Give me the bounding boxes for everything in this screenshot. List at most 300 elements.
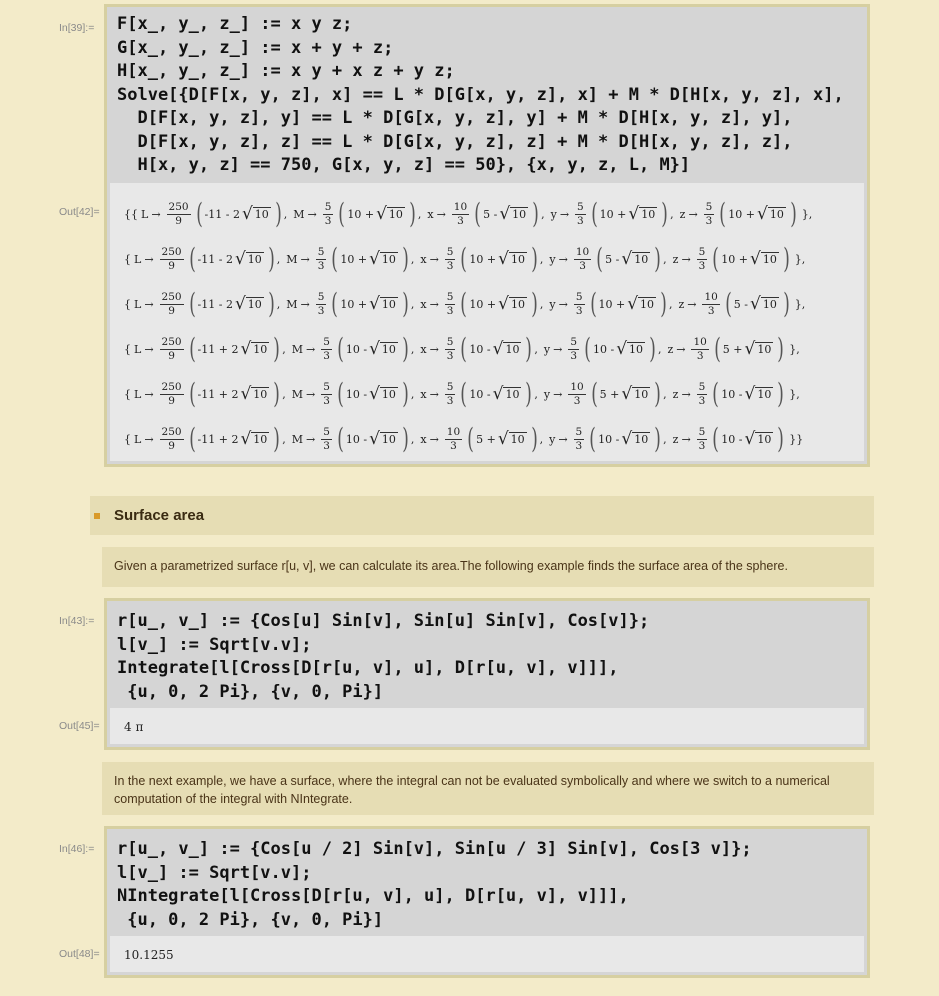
var-name: L <box>134 387 142 401</box>
numerator: 5 <box>705 200 713 213</box>
paren-open: ( <box>188 377 196 410</box>
comma: , <box>663 432 667 446</box>
var-name: x <box>420 432 427 446</box>
paren-open: ( <box>338 197 346 230</box>
paren-close: ) <box>531 287 538 320</box>
inner-expr: -11 + 2 <box>197 387 239 401</box>
radicand: 10 <box>640 297 655 311</box>
paren-open: ( <box>331 287 339 320</box>
radicand: 10 <box>510 297 525 311</box>
section-title: Surface area <box>114 507 205 524</box>
sqrt <box>240 338 269 359</box>
sqrt <box>757 203 786 224</box>
input-cell[interactable] <box>104 826 870 978</box>
var-name: x <box>420 342 427 356</box>
inner-expr: -11 - 2 <box>204 207 240 221</box>
code-block[interactable]: r[u_, v_] := {Cos[u] Sin[v], Sin[u] Sin[v], Cos[v]}; l[v_] := Sqrt[v.v]; Integrate[l[Cross[D[r[u, v], u], D[r[u, v], v]]], {u, 0, 2 Pi}, {v, 0, Pi}] <box>117 611 650 702</box>
brace-close: }, <box>789 342 800 356</box>
rule-x <box>420 377 534 410</box>
denominator: 3 <box>446 394 454 407</box>
fraction <box>574 426 585 453</box>
rule-z <box>672 422 787 455</box>
input-cell[interactable] <box>104 4 870 467</box>
sqrt <box>621 383 650 404</box>
radical-icon: √ <box>369 383 380 404</box>
rule-y <box>549 242 663 275</box>
radicand: 10 <box>757 342 772 356</box>
denominator: 3 <box>317 259 325 272</box>
sqrt <box>241 203 271 224</box>
solution-row <box>124 240 805 278</box>
denominator: 9 <box>175 214 182 227</box>
paren-close: ) <box>649 332 656 365</box>
fraction <box>316 291 327 318</box>
rule-x <box>420 422 539 455</box>
arrow: → <box>144 252 154 266</box>
denominator: 9 <box>168 349 175 362</box>
paren-open: ( <box>714 332 721 365</box>
paren-close: ) <box>660 287 667 320</box>
brace-open: { <box>124 432 131 446</box>
numerator: 250 <box>161 290 182 303</box>
comma: , <box>410 252 415 266</box>
sqrt <box>498 248 527 269</box>
section-header[interactable] <box>90 496 874 535</box>
numerator: 5 <box>446 290 454 303</box>
rule-y <box>549 287 669 320</box>
fraction <box>452 201 469 228</box>
sqrt <box>499 203 528 224</box>
arrow: → <box>687 297 697 311</box>
sqrt <box>497 428 527 449</box>
denominator: 3 <box>324 214 332 227</box>
var-name: x <box>427 207 434 221</box>
comma: , <box>410 432 415 446</box>
inner-expr: 10 + <box>721 252 749 266</box>
var-name: z <box>672 387 679 401</box>
radical-icon: √ <box>240 338 252 359</box>
inner-expr: 5 - <box>483 207 498 221</box>
denominator: 3 <box>575 304 583 317</box>
paren-open: ( <box>596 242 603 275</box>
radical-icon: √ <box>621 383 633 404</box>
denominator: 3 <box>323 349 330 362</box>
rule-y <box>550 197 671 230</box>
radicand: 10 <box>634 432 649 446</box>
arrow: → <box>144 387 154 401</box>
numerator: 5 <box>575 290 583 303</box>
denominator: 9 <box>168 259 175 272</box>
var-name: M <box>293 207 305 221</box>
comma: , <box>276 297 281 311</box>
inner-expr: 10 + <box>599 207 627 221</box>
output-label: Out[48]= <box>59 948 100 960</box>
sqrt <box>369 338 398 359</box>
rule-z <box>679 197 799 230</box>
paren-close: ) <box>273 377 281 410</box>
radicand: 10 <box>253 342 268 356</box>
fraction <box>568 336 579 363</box>
comma: , <box>668 297 673 311</box>
denominator: 3 <box>698 259 706 272</box>
numerator: 10 <box>453 200 468 213</box>
paren-close: ) <box>525 377 533 410</box>
denominator: 3 <box>446 349 454 362</box>
solution-row <box>124 375 800 413</box>
var-name: z <box>678 297 685 311</box>
arrow: → <box>306 342 316 356</box>
brace-close: }, <box>794 252 806 266</box>
arrow: → <box>676 342 686 356</box>
rule-l <box>134 287 277 320</box>
paren-open: ( <box>331 242 339 275</box>
input-label: In[39]:= <box>59 22 95 34</box>
paren-open: ( <box>584 332 591 365</box>
radicand: 10 <box>505 387 520 401</box>
paren-close: ) <box>531 242 538 275</box>
sqrt <box>492 383 522 404</box>
sqrt <box>750 248 779 269</box>
var-name: z <box>679 207 686 221</box>
inner-expr: 10 - <box>469 387 491 401</box>
output-label: Out[45]= <box>59 720 100 732</box>
paren-open: ( <box>590 377 598 410</box>
sqrt <box>240 428 269 449</box>
numerator: 10 <box>693 335 707 348</box>
rule-z <box>667 332 786 365</box>
arrow: → <box>681 252 691 266</box>
fraction <box>691 336 708 363</box>
paren-close: ) <box>654 377 661 410</box>
comma: , <box>657 342 662 356</box>
comma: , <box>410 342 415 356</box>
paren-close: ) <box>273 422 281 455</box>
numerator: 5 <box>575 425 583 438</box>
paren-open: ( <box>460 242 468 275</box>
paren-close: ) <box>654 242 661 275</box>
paren-open: ( <box>460 377 468 410</box>
radicand: 10 <box>381 297 396 311</box>
radical-icon: √ <box>376 203 387 224</box>
brace-open: { <box>124 297 131 311</box>
radical-icon: √ <box>744 383 756 404</box>
var-name: x <box>420 252 427 266</box>
var-name: y <box>543 387 551 401</box>
inner-expr: 10 + <box>340 297 368 311</box>
numerator: 5 <box>317 290 325 303</box>
inner-expr: 10 + <box>347 207 375 221</box>
var-name: y <box>549 252 556 266</box>
var-name: y <box>550 207 557 221</box>
arrow: → <box>151 207 161 221</box>
fraction <box>160 381 184 408</box>
denominator: 3 <box>457 214 464 227</box>
arrow: → <box>307 207 317 221</box>
sqrt <box>369 248 398 269</box>
denominator: 3 <box>446 304 454 317</box>
rule-y <box>543 332 658 365</box>
sqrt <box>628 203 657 224</box>
denominator: 3 <box>698 394 706 407</box>
fraction <box>574 291 585 318</box>
numerator: 250 <box>161 425 182 438</box>
arrow: → <box>553 342 563 356</box>
var-name: y <box>549 432 556 446</box>
inner-expr: 10 - <box>345 432 368 446</box>
numerator: 10 <box>446 425 461 438</box>
arrow: → <box>300 252 310 266</box>
text-note: In the next example, we have a surface, where the integral can not be evaluated symbolically and where we switch to a numerical computation of the integral with NIntegrate. <box>102 762 874 815</box>
arrow: → <box>429 252 439 266</box>
radical-icon: √ <box>498 248 509 269</box>
radicand: 10 <box>247 252 262 266</box>
rule-x <box>420 242 540 275</box>
arrow: → <box>558 432 568 446</box>
fraction <box>321 426 332 453</box>
denominator: 3 <box>579 259 586 272</box>
inner-expr: 10 - <box>721 387 743 401</box>
rule-l <box>134 422 282 455</box>
radical-icon: √ <box>621 248 633 269</box>
arrow: → <box>681 387 691 401</box>
arrow: → <box>144 342 154 356</box>
rule-z <box>672 377 787 410</box>
inner-expr: 5 + <box>599 387 620 401</box>
paren-open: ( <box>337 422 344 455</box>
radical-icon: √ <box>744 428 756 449</box>
inner-expr: -11 - 2 <box>197 252 233 266</box>
radicand: 10 <box>634 252 649 266</box>
comma: , <box>539 297 544 311</box>
arrow: → <box>429 432 439 446</box>
var-name: x <box>420 387 427 401</box>
arrow: → <box>688 207 698 221</box>
brace-open: { <box>124 342 131 356</box>
paren-close: ) <box>402 332 409 365</box>
paren-open: ( <box>725 287 732 320</box>
radical-icon: √ <box>234 248 246 269</box>
radical-icon: √ <box>750 248 761 269</box>
brace-close: }, <box>794 297 806 311</box>
output-value: 10.1255 <box>124 948 174 962</box>
rule-m <box>291 332 411 365</box>
paren-close: ) <box>783 287 790 320</box>
radical-icon: √ <box>744 338 756 359</box>
numerator: 5 <box>317 245 325 258</box>
var-name: M <box>286 297 298 311</box>
denominator: 3 <box>577 214 584 227</box>
arrow: → <box>558 297 568 311</box>
paren-close: ) <box>274 197 282 230</box>
paren-close: ) <box>530 422 538 455</box>
output-label: Out[42]= <box>59 206 100 218</box>
paren-close: ) <box>525 332 533 365</box>
rule-l <box>134 332 282 365</box>
fraction <box>160 336 184 363</box>
paren-open: ( <box>188 332 196 365</box>
var-name: z <box>672 252 679 266</box>
sqrt <box>369 428 398 449</box>
comma: , <box>534 342 538 356</box>
inner-expr: 10 - <box>592 342 615 356</box>
output-cell <box>110 708 864 744</box>
var-name: L <box>134 252 142 266</box>
rule-x <box>420 332 534 365</box>
radicand: 10 <box>505 342 520 356</box>
paren-open: ( <box>590 197 598 230</box>
solution-row <box>124 330 800 368</box>
rule-m <box>293 197 418 230</box>
rule-m <box>286 242 411 275</box>
var-name: L <box>134 342 142 356</box>
paren-close: ) <box>783 242 790 275</box>
paren-close: ) <box>777 377 785 410</box>
paren-open: ( <box>712 377 720 410</box>
numerator: 5 <box>698 380 706 393</box>
fraction <box>167 201 191 228</box>
solution-row <box>124 195 812 233</box>
brace-open: { <box>124 252 131 266</box>
inner-expr: 5 - <box>605 252 620 266</box>
radical-icon: √ <box>241 203 253 224</box>
paren-close: ) <box>402 287 409 320</box>
comma: , <box>539 252 544 266</box>
inner-expr: 10 - <box>345 387 368 401</box>
paren-open: ( <box>195 197 203 230</box>
radicand: 10 <box>512 207 527 221</box>
var-name: y <box>549 297 556 311</box>
radical-icon: √ <box>492 383 504 404</box>
numerator: 5 <box>323 335 330 348</box>
radicand: 10 <box>757 432 772 446</box>
paren-close: ) <box>409 197 416 230</box>
numerator: 5 <box>577 200 584 213</box>
rule-z <box>678 287 791 320</box>
sqrt <box>498 293 527 314</box>
var-name: x <box>420 297 427 311</box>
sqrt <box>234 248 264 269</box>
denominator: 9 <box>168 439 175 452</box>
code-block[interactable]: F[x_, y_, z_] := x y z; G[x_, y_, z_] := x + y + z; H[x_, y_, z_] := x y + x z + y z; Solve[{D[F[x, y, z], x] == L * D[G[x, y, z], x] + M * D[H[x, y, z], x], D[F[x, y, z], y] == L * D[G[x, y, z], y] + M * D[H[x, y, z], y], D[F[x, y, z], z] == L * D[G[x, y, z], z] + M * D[H[x, y, z], z], H[x, y, z] == 750, G[x, y, z] == 50}, {x, y, z, L, M}] <box>117 14 844 175</box>
fraction <box>445 381 456 408</box>
radical-icon: √ <box>234 293 246 314</box>
arrow: → <box>681 432 691 446</box>
input-label: In[43]:= <box>59 615 95 627</box>
radical-icon: √ <box>616 338 628 359</box>
denominator: 3 <box>705 214 713 227</box>
inner-expr: 10 - <box>721 432 743 446</box>
denominator: 3 <box>575 439 583 452</box>
inner-expr: 10 + <box>469 252 497 266</box>
fraction <box>160 426 184 453</box>
numerator: 5 <box>323 425 330 438</box>
denominator: 3 <box>317 304 325 317</box>
fraction <box>445 426 462 453</box>
radicand: 10 <box>381 252 396 266</box>
arrow: → <box>429 342 439 356</box>
radical-icon: √ <box>492 338 504 359</box>
comma: , <box>282 342 286 356</box>
radical-icon: √ <box>621 428 633 449</box>
numerator: 5 <box>446 380 454 393</box>
inner-expr: 10 - <box>469 342 491 356</box>
var-name: L <box>141 207 149 221</box>
comma: , <box>276 252 281 266</box>
radicand: 10 <box>641 207 656 221</box>
fraction <box>702 291 719 318</box>
brace-open: { <box>124 387 131 401</box>
code-block[interactable]: r[u_, v_] := {Cos[u / 2] Sin[v], Sin[u / 3] Sin[v], Cos[3 v]}; l[v_] := Sqrt[v.v]; NIntegrate[l[Cross[D[r[u, v], u], D[r[u, v], v]]], {u, 0, 2 Pi}, {v, 0, Pi}] <box>117 839 752 930</box>
brace-open: {{ <box>124 207 138 221</box>
arrow: → <box>300 297 310 311</box>
sqrt <box>492 338 522 359</box>
paren-close: ) <box>402 422 409 455</box>
paren-close: ) <box>654 422 661 455</box>
paren-close: ) <box>402 377 409 410</box>
rule-z <box>672 242 792 275</box>
arrow: → <box>429 297 439 311</box>
numerator: 5 <box>698 245 706 258</box>
radicand: 10 <box>381 387 396 401</box>
radical-icon: √ <box>757 203 768 224</box>
arrow: → <box>559 207 570 221</box>
paren-open: ( <box>460 287 468 320</box>
paren-close: ) <box>267 287 275 320</box>
radical-icon: √ <box>498 293 509 314</box>
radicand: 10 <box>510 432 525 446</box>
paren-open: ( <box>188 287 196 320</box>
inner-expr: 10 + <box>598 297 626 311</box>
paren-open: ( <box>467 422 474 455</box>
radical-icon: √ <box>369 293 380 314</box>
sqrt <box>616 338 645 359</box>
fraction <box>575 201 586 228</box>
radicand: 10 <box>381 432 396 446</box>
numerator: 5 <box>446 335 454 348</box>
radicand: 10 <box>762 252 777 266</box>
paren-open: ( <box>460 332 468 365</box>
radicand: 10 <box>253 387 268 401</box>
fraction <box>323 201 334 228</box>
denominator: 3 <box>698 439 706 452</box>
inner-expr: 10 + <box>469 297 497 311</box>
solution-row <box>124 285 805 323</box>
numerator: 5 <box>324 200 332 213</box>
sqrt <box>621 428 650 449</box>
comma: , <box>539 432 544 446</box>
denominator: 3 <box>573 394 581 407</box>
rule-l <box>134 377 282 410</box>
sqrt <box>240 383 269 404</box>
paren-open: ( <box>188 242 196 275</box>
denominator: 3 <box>323 394 330 407</box>
paren-close: ) <box>402 242 409 275</box>
sqrt <box>744 338 774 359</box>
radicand: 10 <box>253 432 268 446</box>
input-cell[interactable] <box>104 598 870 750</box>
numerator: 250 <box>161 335 182 348</box>
fraction <box>445 246 456 273</box>
arrow: → <box>436 207 446 221</box>
fraction <box>160 291 184 318</box>
paren-close: ) <box>777 422 785 455</box>
radicand: 10 <box>629 342 644 356</box>
brace-close: }, <box>801 207 813 221</box>
comma: , <box>663 387 667 401</box>
fraction <box>697 381 708 408</box>
radical-icon: √ <box>240 383 252 404</box>
rule-l <box>141 197 284 230</box>
